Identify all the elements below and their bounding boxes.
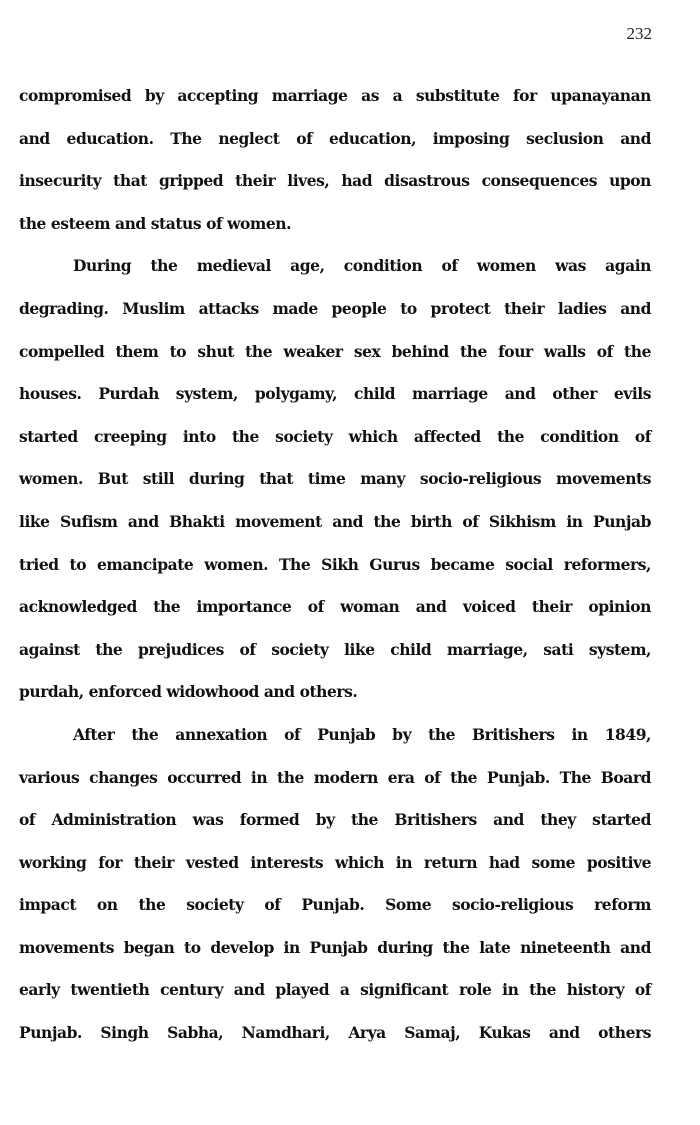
text-line: tried to emancipate women. The Sikh Gurus became social reformers, [19,554,651,574]
body-text [19,84,651,1064]
text-line: After the annexation of Punjab by the Britishers in 1849, [73,724,651,744]
text-line: of Administration was formed by the Britishers and they started [19,810,651,830]
text-line: houses. Purdah system, polygamy, child marriage and other evils [19,384,651,404]
text-line: started creeping into the society which affected the condition of [19,426,651,446]
text-line: working for their vested interests which in return had some positive [19,852,651,872]
page-number: 232 [626,24,652,43]
text-line: compelled them to shut the weaker sex behind the four walls of the [19,341,651,361]
text-line: impact on the society of Punjab. Some socio-religious reform [19,895,651,915]
text-line: degrading. Muslim attacks made people to protect their ladies and [19,298,651,318]
text-line: Punjab. Singh Sabha, Namdhari, Arya Samaj, Kukas and others [19,1023,651,1043]
text-line: compromised by accepting marriage as a substitute for upanayanan [19,86,651,105]
text-line: During the medieval age, condition of women was again [73,256,651,276]
paragraph [19,723,651,1064]
text-line: movements began to develop in Punjab during the late nineteenth and [19,937,651,957]
text-line: like Sufism and Bhakti movement and the birth of Sikhism in Punjab [19,511,651,531]
text-line: women. But still during that time many socio-religious movements [19,469,651,489]
text-line: various changes occurred in the modern era of the Punjab. The Board [19,767,651,787]
text-line: against the prejudices of society like child marriage, sati system, [19,639,651,659]
text-line: the esteem and status of women. [19,213,292,233]
text-line: acknowledged the importance of woman and voiced their opinion [19,597,651,617]
paragraph [19,84,651,254]
text-line: early twentieth century and played a significant role in the history of [19,980,651,1000]
paragraph [19,254,651,723]
text-line: and education. The neglect of education, imposing seclusion and [19,128,651,148]
text-line: purdah, enforced widowhood and others. [19,682,358,702]
text-line: insecurity that gripped their lives, had disastrous consequences upon [19,171,651,191]
